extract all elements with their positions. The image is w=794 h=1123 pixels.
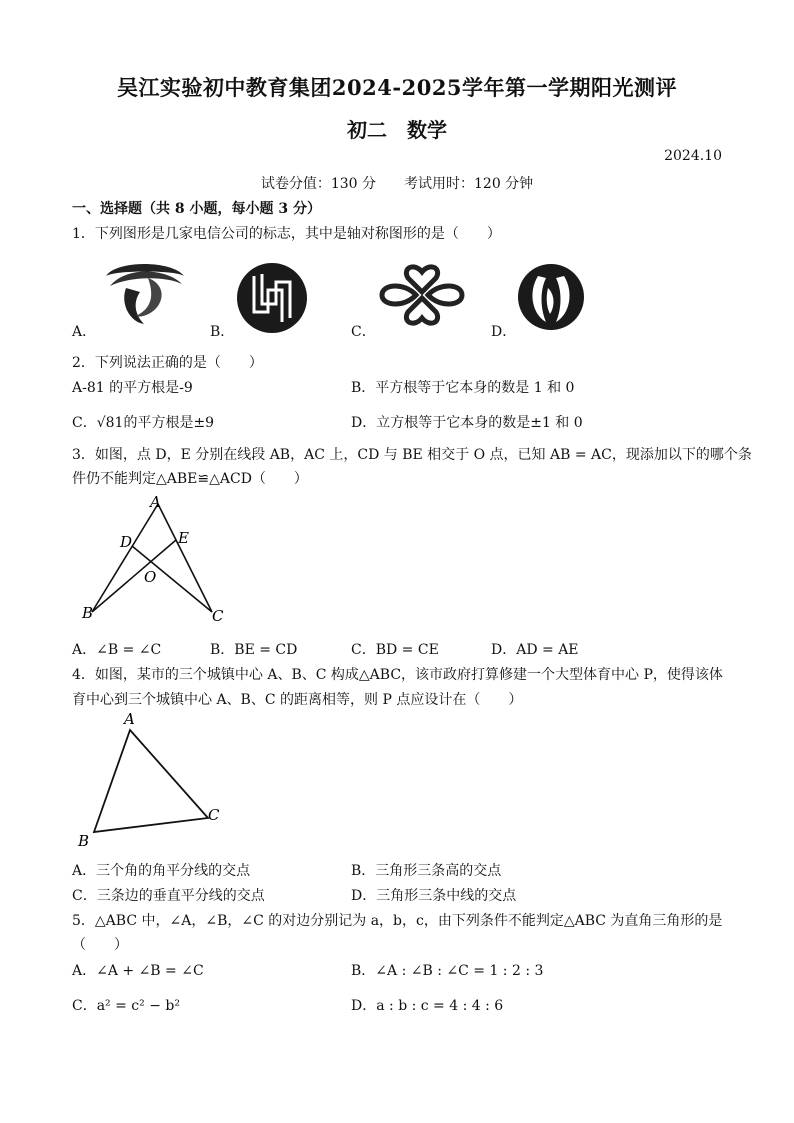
q5-stem-line1: 5．△ABC 中，∠A，∠B，∠C 的对边分别记为 a，b，c，由下列条件不能判定△ABC 为直角三角形的是 (72, 913, 723, 929)
q4-option-c: C．三条边的垂直平分线的交点 (72, 888, 265, 904)
page-title: 吴江实验初中教育集团2024-2025学年第一学期阳光测评 (116, 75, 678, 100)
q4-label-b: B (78, 832, 90, 850)
q1-option-c: C． (351, 324, 376, 340)
section-heading: 一、选择题（共 8 小题，每小题 3 分） (72, 201, 321, 217)
q3-label-c: C (212, 607, 224, 625)
q3-option-a: A．∠B = ∠C (72, 642, 162, 658)
q2-option-a: A-81 的平方根是-9 (72, 380, 193, 396)
exam-info: 试卷分值：130 分 考试用时：120 分钟 (260, 176, 534, 192)
telecom-logo-a (96, 258, 192, 328)
q3-label-b: B (82, 604, 94, 622)
q3-option-b: B．BE = CD (210, 642, 298, 658)
exam-date: 2024.10 (664, 148, 722, 164)
q4-stem-line1: 4．如图，某市的三个城镇中心 A、B、C 构成△ABC，该市政府打算修建一个大型体育中心 P，使得该体 (72, 667, 723, 683)
q4-stem-line2: 育中心到三个城镇中心 A、B、C 的距离相等，则 P 点应设计在（ ） (72, 692, 523, 708)
q4-option-b: B．三角形三条高的交点 (351, 863, 502, 879)
q4-triangle-figure (72, 708, 232, 852)
q5-option-d: D．a : b : c = 4 : 4 : 6 (351, 998, 504, 1014)
q5-option-a: A．∠A + ∠B = ∠C (72, 963, 204, 979)
q5-option-c: C．a² = c² − b² (72, 998, 180, 1014)
q5-stem-line2: （ ） (72, 937, 128, 953)
q3-label-d: D (120, 533, 133, 551)
q1-option-b: B． (210, 324, 235, 340)
q3-stem-line2: 件仍不能判定△ABE≌△ACD（ ） (72, 471, 308, 487)
q3-label-e: E (178, 529, 189, 547)
q1-option-a: A． (72, 324, 97, 340)
q2-option-d: D．立方根等于它本身的数是±1 和 0 (351, 415, 583, 431)
q3-option-d: D．AD = AE (491, 642, 579, 658)
q4-label-a: A (124, 710, 135, 728)
q3-label-o: O (144, 568, 157, 586)
q3-stem-line1: 3．如图，点 D，E 分别在线段 AB，AC 上，CD 与 BE 相交于 O 点，已知 AB = AC，现添加以下的哪个条 (72, 447, 752, 463)
subject-title: 初二 数学 (347, 118, 447, 142)
q3-option-c: C．BD = CE (351, 642, 439, 658)
q2-option-c: C．√81的平方根是±9 (72, 415, 215, 431)
q3-label-a: A (150, 493, 161, 511)
q3-triangle-figure (76, 492, 236, 630)
telecom-logo-b (234, 260, 310, 336)
q4-option-d: D．三角形三条中线的交点 (351, 888, 517, 904)
q2-stem: 2．下列说法正确的是（ ） (72, 355, 263, 371)
q4-label-c: C (208, 806, 220, 824)
q4-option-a: A．三个角的角平分线的交点 (72, 863, 251, 879)
q2-option-b: B．平方根等于它本身的数是 1 和 0 (351, 380, 575, 396)
q1-stem: 1．下列图形是几家电信公司的标志，其中是轴对称图形的是（ ） (72, 226, 501, 242)
q5-option-b: B．∠A : ∠B : ∠C = 1 : 2 : 3 (351, 963, 544, 979)
telecom-logo-c (376, 262, 468, 328)
telecom-logo-d (516, 262, 586, 332)
q1-option-d: D． (491, 324, 517, 340)
